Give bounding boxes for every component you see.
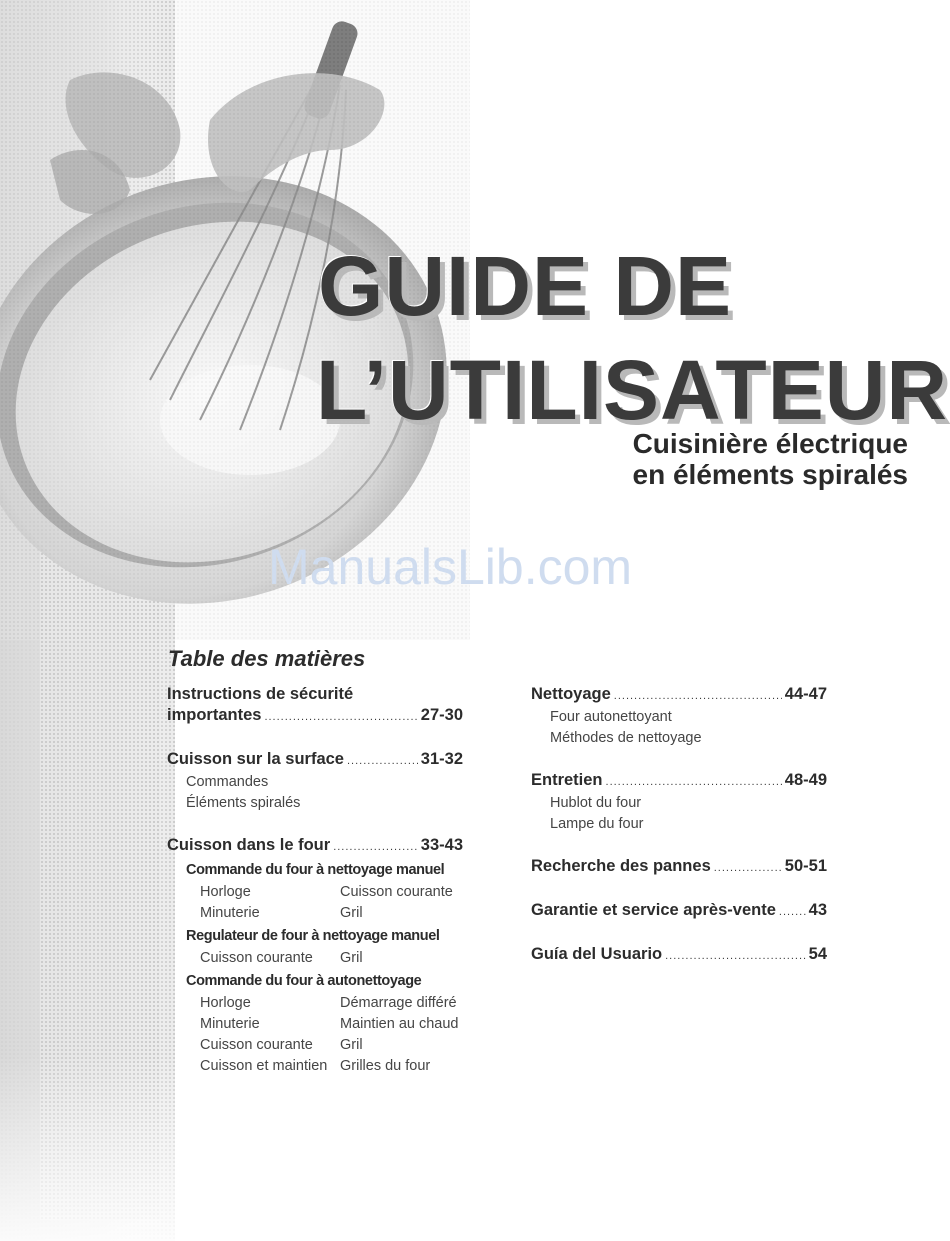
toc-subitem-row: Minuterie Maintien au chaud: [200, 1016, 459, 1032]
toc-subitem: Four autonettoyant: [550, 709, 672, 725]
toc-entry-label: Cuisson dans le four: [167, 836, 331, 854]
toc-entry-label: Entretien: [531, 771, 603, 789]
subtitle-line-2: en éléments spiralés: [632, 459, 908, 490]
toc-dot-leader: [714, 858, 782, 879]
toc-entry-pages: 43: [808, 901, 827, 919]
toc-group-heading: Commande du four à nettoyage manuel: [186, 862, 445, 878]
toc-entry-cleaning[interactable]: [531, 684, 827, 707]
toc-entry-label: Nettoyage: [531, 685, 611, 703]
toc-entry-label: Garantie et service après-vente: [531, 901, 776, 919]
toc-subitem-row: Cuisson courante Gril: [200, 1037, 363, 1053]
watermark: ManualsLib.com: [268, 539, 633, 595]
toc-entry-label: Guía del Usuario: [531, 945, 663, 963]
toc-entry-pages: 31-32: [420, 750, 463, 768]
toc-subitem: Hublot du four: [550, 795, 642, 811]
toc-group-heading: Commande du four à autonettoyage: [186, 973, 422, 989]
toc-dot-leader: [665, 946, 806, 967]
subtitle-line-1: Cuisinière électrique: [632, 428, 908, 459]
toc-dot-leader: [606, 772, 782, 793]
toc-subitem: Méthodes de nettoyage: [550, 730, 702, 746]
title-line-1: GUIDE DE: [318, 239, 733, 333]
toc-entry-label: Recherche des pannes: [531, 857, 711, 875]
toc-subitem-row: Cuisson et maintien Grilles du four: [200, 1058, 431, 1074]
toc-entry-spanish-guide[interactable]: [531, 944, 827, 967]
toc-entry-security[interactable]: [167, 705, 463, 728]
toc-heading: Table des matières: [168, 646, 366, 671]
toc-entry-oven[interactable]: [167, 835, 463, 858]
toc-dot-leader: [614, 686, 782, 707]
toc-entry-label: Cuisson sur la surface: [167, 750, 344, 768]
toc-entry-pages: 27-30: [420, 706, 463, 724]
toc-entry-pages: 54: [808, 945, 827, 963]
toc-subitem: Éléments spiralés: [186, 795, 301, 811]
toc-right-column: [531, 684, 827, 967]
toc-left-column: [167, 684, 463, 1077]
toc-group-heading: Regulateur de four à nettoyage manuel: [186, 928, 440, 944]
toc-entry-label: importantes: [167, 706, 262, 724]
toc-entry-security-line1: Instructions de sécurité: [167, 685, 354, 703]
toc-subitem: Commandes: [186, 774, 269, 790]
toc-entry-pages: 48-49: [784, 771, 827, 789]
toc-entry-maintenance[interactable]: [531, 770, 827, 793]
toc-entry-pages: 50-51: [784, 857, 827, 875]
toc-subitem-row: Minuterie Gril: [200, 905, 363, 921]
title-line-2: L’UTILISATEUR: [316, 343, 949, 437]
toc-entry-pages: 44-47: [784, 685, 827, 703]
toc-dot-leader: [779, 902, 806, 923]
toc-subitem-row: Cuisson courante Gril: [200, 950, 363, 966]
toc-entry-surface[interactable]: [167, 749, 463, 772]
toc-subitem-row: Horloge Cuisson courante: [200, 884, 453, 900]
toc-subitem: Lampe du four: [550, 816, 644, 832]
toc-entry-troubleshooting[interactable]: [531, 856, 827, 879]
toc-dot-leader: [264, 707, 417, 728]
toc-dot-leader: [347, 751, 418, 772]
toc-entry-pages: 33-43: [420, 836, 463, 854]
toc-subitem-row: Horloge Démarrage différé: [200, 995, 457, 1011]
toc-entry-warranty[interactable]: [531, 900, 827, 923]
toc-dot-leader: [333, 837, 418, 858]
